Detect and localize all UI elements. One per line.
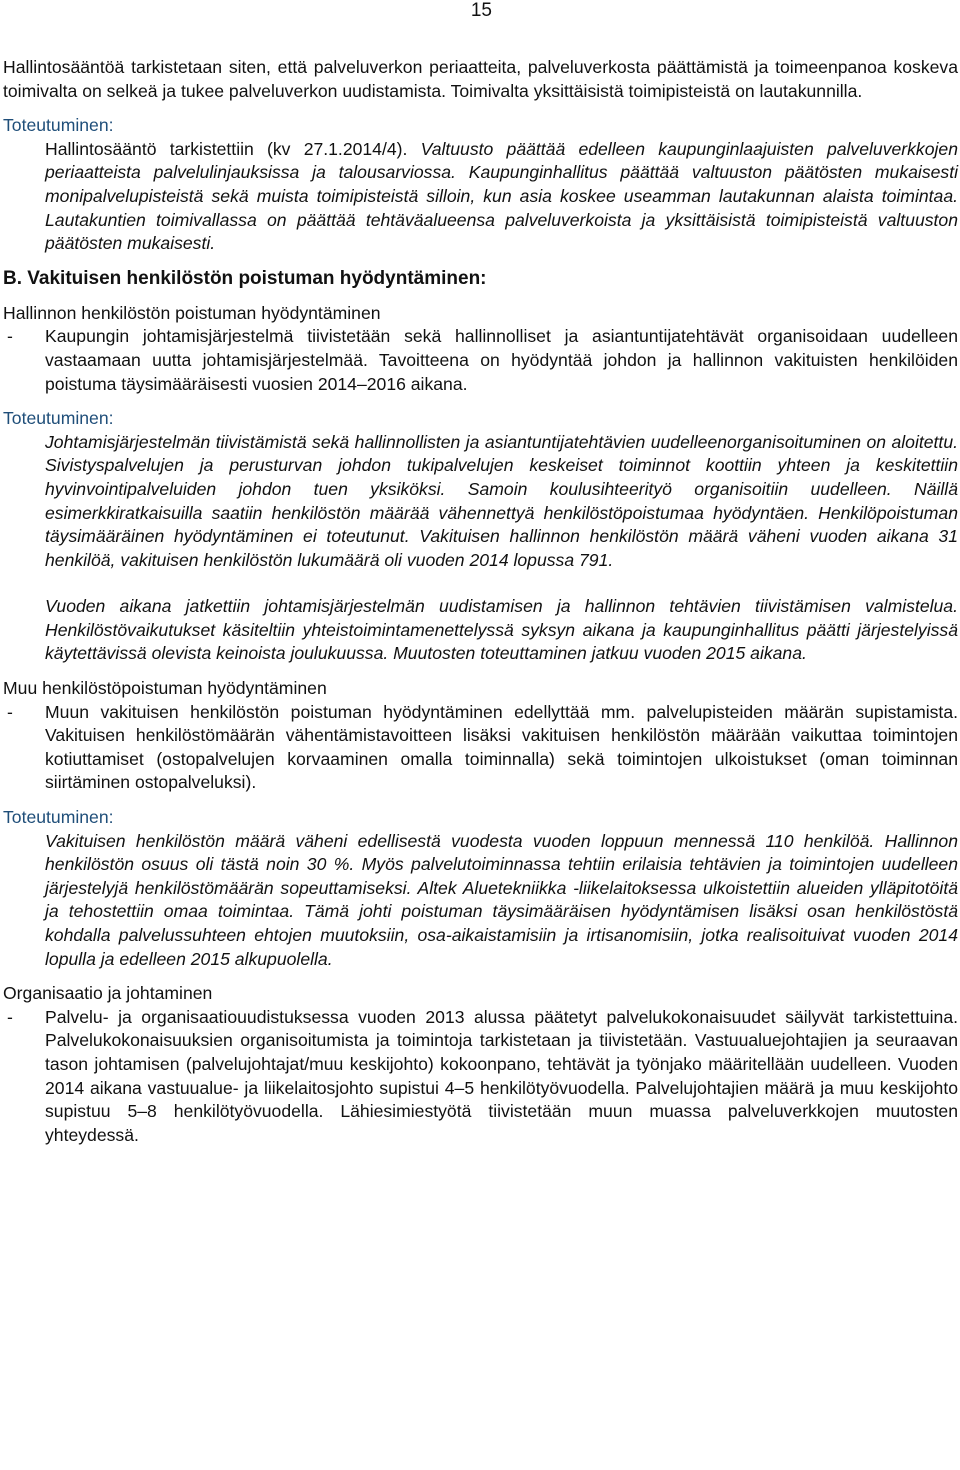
- implementation-text-1-italic: Valtuusto päättää edelleen kaupunginlaajuisten palveluverkkojen periaatteista palvelulinjauksissa ja talousarviossa. Kaupunginhallitus päättää valtuuston päätösten mukaisesti monipalvelupisteistä sekä muista toimipisteistä silloin, kun asia koskee useamman lautakunnan alaista toimintaa. Lautakuntien toimivallassa on päättää tehtäväalueensa palveluverkoista ja yksittäisistä toimipisteistä valtuuston päätösten mukaisesti.: [45, 138, 958, 254]
- bullet-dash: -: [7, 1006, 13, 1027]
- implementation-text-1-regular: Hallintosääntö tarkistettiin (kv 27.1.2014/4).: [45, 138, 421, 159]
- implementation-text-3: Vakituisen henkilöstön määrä väheni edellisestä vuodesta vuoden loppuun mennessä 110 henkilöä. Hallinnon henkilöstön osuus oli tästä noin 30 %. Myös palvelutoiminnassa tehtiin erilaisia tehtävien ja toimintojen uudelleen järjestelyjä henkilöstömäärän sopeuttamiseksi. Altek Aluetekniikka -liikelaitoksessa ulkoistettiin alueiden ylläpitotöitä ja tehostettiin omaa toimintaa. Tämä johti poistuman täysimääräisen hyödyntämisen lisäksi osan henkilöstöstä kohdalla palvelussuhteen ehtojen muutoksiin, osa-aikaistamisiin ja irtisanomisiin, jotka realisoituivat vuoden 2014 lopulla ja edelleen 2015 alkupuolella.: [45, 830, 958, 969]
- subsection-administration-bullet: [3, 325, 958, 396]
- subsection-administration-title: Hallinnon henkilöstön poistuman hyödyntäminen: [3, 302, 381, 323]
- implementation-label-3: Toteutuminen:: [3, 807, 114, 828]
- implementation-label-2: Toteutuminen:: [3, 408, 114, 429]
- bullet-text: Kaupungin johtamisjärjestelmä tiivistetään sekä hallinnolliset ja asiantuntijatehtävät organisoidaan uudelleen vastaamaan uutta johtamisjärjestelmää. Tavoitteena on hyödyntää johdon ja hallinnon vakituisten henkilöiden poistuma täysimääräisesti vuosien 2014–2016 aikana.: [45, 326, 958, 394]
- intro-paragraph: Hallintosääntöä tarkistetaan siten, että palveluverkon periaatteita, palveluverkosta päättämistä ja toimeenpanoa koskeva toimivalta on selkeä ja tukee palveluverkon uudistamista. Toimivalta yksittäisistä toimipisteistä on lautakunnilla.: [3, 57, 958, 101]
- section-b-title: B. Vakituisen henkilöstön poistuman hyödyntäminen:: [3, 267, 487, 289]
- bullet-dash: -: [7, 701, 13, 722]
- implementation-label-1: Toteutuminen:: [3, 115, 114, 136]
- subsection-other-bullet: [3, 701, 958, 795]
- subsection-other-title: Muu henkilöstöpoistuman hyödyntäminen: [3, 678, 327, 699]
- bullet-dash: -: [7, 326, 13, 347]
- implementation-text-1: [3, 138, 958, 256]
- implementation-text-2a: Johtamisjärjestelmän tiivistämistä sekä hallinnollisten ja asiantuntijatehtävien uudelleenorganisoituminen on aloitettu. Sivistyspalvelujen ja perusturvan johdon tukipalvelujen keskeiset toiminnot koottiin yhteen ja keskitettiin hyvinvointipalveluiden johdon tuen yksiköksi. Samoin koulusihteerityö organisoitiin uudelleen. Näillä esimerkkiratkaisuilla saatiin henkilöstön määrää vähennettyä henkilöstöpoistumaa hyödyntäen. Henkilöpoistuman täysimääräinen hyödyntäminen ei toteutunut. Vakituisen hallinnon henkilöstön määrä väheni vuoden aikana 31 henkilöä, vakituisen henkilöstön lukumäärä oli vuoden 2014 lopussa 791.: [45, 431, 958, 570]
- bullet-text: Muun vakituisen henkilöstön poistuman hyödyntäminen edellyttää mm. palvelupisteiden määrän supistamista. Vakituisen henkilöstömäärän vähentämistavoitteen lisäksi vakituisen henkilöstön määrään vaikuttaa toimintojen kotiuttamiset (ostopalvelujen korvaaminen omalla toiminnalla) sekä toimintojen ulkoistukset (oman toiminnan siirtäminen ostopalveluksi).: [45, 701, 958, 793]
- implementation-text-2b: Vuoden aikana jatkettiin johtamisjärjestelmän uudistamisen ja hallinnon tehtävien tiivistämisen valmistelua. Henkilöstövaikutukset käsiteltiin yhteistoimintamenettelyssä syksyn aikana ja kaupunginhallitus päätti järjestelyissä käytettävissä olevista keinoista joulukuussa. Muutosten toteuttaminen jatkuu vuoden 2015 aikana.: [45, 596, 958, 664]
- bullet-text: Palvelu- ja organisaatiouudistuksessa vuoden 2013 alussa päätetyt palvelukokonaisuudet säilyvät tarkistettuina. Palvelukokonaisuuksien organisoitumista ja toimintoja tarkistetaan ja tiivistetään. Vastuualuejohtajien ja seuraavan tason johtamisen (palvelujohtajat/muu keskijohto) kokoonpano, tehtävät ja työnjako määritellään uudelleen. Vuoden 2014 aikana vastuualue- ja liikelaitosjohto supistui 4–5 henkilötyövuodella. Palvelujohtajien määrä ja muu keskijohto supistuu 5–8 henkilötyövuodella. Lähiesimiestyötä tiivistetään muun muassa palveluverkkojen muutosten yhteydessä.: [45, 1006, 958, 1145]
- document-body: [3, 56, 958, 1147]
- subsection-organisation-title: Organisaatio ja johtaminen: [3, 983, 213, 1004]
- page-number: 15: [470, 0, 492, 21]
- subsection-organisation-bullet: [3, 1006, 958, 1148]
